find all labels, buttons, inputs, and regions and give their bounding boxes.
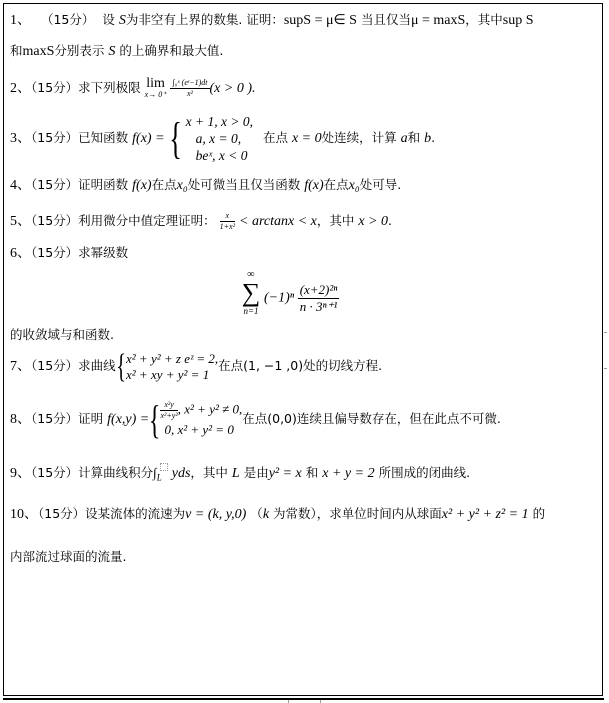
brace-icon: { — [149, 396, 161, 442]
system-of-equations: x² + y² + z eᶻ = 2, x² + xy + y² = 1 — [126, 350, 219, 382]
exam-border-bottom — [3, 698, 604, 700]
summation: ∞ ∑ n=1 — [241, 269, 261, 316]
page-marker — [604, 332, 607, 333]
piecewise-cases: $\frac{\text{x²y}}{\text{x²+y²}}$ , x² + y² ≠ 0, 0, x² + y² = 0 — [160, 400, 243, 437]
problem-4: 4、（15分）证明函数 f(x)在点x₀处可微当且仅当函数 f(x)在点x₀处可导. — [10, 177, 402, 193]
line-integral: $\int_L$ — [153, 463, 168, 483]
problem-9: 9、（15分）计算曲线积分$\int_L$ yds，其中 L 是由y² = x 和 x + y = 2 所围成的闭曲线. — [10, 465, 471, 483]
sigma-icon: ∑ — [241, 278, 261, 307]
problem-6: 6、（15分）求幂级数 — [10, 245, 129, 261]
limit-expression: lim x→ 0⁺ — [144, 75, 167, 99]
points-label: （15分） — [31, 80, 79, 95]
problem-1-line-2: 和maxS分别表示 S 的上确界和最大值. — [10, 43, 224, 59]
fraction: $\frac{\text{∫₀ˣ (eᵗ−1)dt}}{\text{x²}}$ — [172, 78, 208, 98]
problem-6-line-2: 的收敛域与和函数. — [10, 327, 114, 342]
problem-5: 5、（15分）利用微分中值定理证明： $\frac{x}{\text{1+x²}}$ < arctanx < x，其中 x > 0. — [10, 211, 393, 231]
fraction: $\frac{\text{(x+2)²ⁿ}}{\text{n · 3ⁿ⁺¹}}$ — [299, 282, 338, 314]
fraction: $\frac{x}{\text{1+x²}}$ — [219, 211, 236, 231]
page-marker — [604, 368, 607, 369]
fraction: $\frac{\text{x²y}}{\text{x²+y²}}$ — [160, 400, 178, 420]
problem-1: 1、 （15分） 设 S为非空有上界的数集. 证明：supS = μ∈ S 当且仅当μ = maxS，其中sup S — [10, 12, 534, 28]
points-label: （15分） — [31, 465, 79, 480]
integral-icon: ∫ — [153, 465, 157, 480]
points-label: （15分） — [38, 506, 86, 521]
points-label: （15分） — [31, 245, 79, 260]
points-label: （15分） — [31, 411, 79, 426]
brace-icon: { — [168, 113, 182, 163]
points-label: （15分） — [31, 177, 79, 192]
brace-icon: { — [115, 347, 126, 385]
piecewise-cases: x + 1, x > 0, a, x = 0, beˣ, x < 0 — [185, 114, 253, 163]
points-label: （15分） — [31, 358, 79, 373]
problem-10-line-2: 内部流过球面的流量. — [10, 549, 127, 564]
problem-7: 7、（15分）求曲线{ x² + y² + z eᶻ = 2, x² + xy + y² = 1 在点(1, −1 ,0)处的切线方程. — [10, 347, 383, 385]
points-label: （15分） — [40, 12, 95, 27]
problem-10: 10、（15分）设某流体的流速为v = (k, y,0) （k 为常数），求单位时间内从球面x² + y² + z² = 1 的 — [10, 506, 546, 522]
points-label: （15分） — [31, 130, 79, 145]
problem-8: 8、（15分）证明 f(x,y) ={ $\frac{\text{x²y}}{\text{x²+y²}}$ , x² + y² ≠ 0, 0, x² + y² = 0 在点(0,0)连续且偏导数存在，但在此点不可微. — [10, 396, 501, 442]
problem-2: 2、（15分）求下列极限 lim x→ 0⁺ $\frac{\text{∫₀ˣ (eᵗ−1)dt}}{\text{x²}}$ (x > 0 ). — [10, 75, 256, 99]
problem-3: 3、（15分）已知函数 f(x) = { x + 1, x > 0, a, x = 0, beˣ, x < 0 在点 x = 0处连续，计算 a和 b. — [10, 113, 436, 163]
placeholder-box-icon — [160, 463, 168, 471]
points-label: （15分） — [31, 213, 79, 228]
